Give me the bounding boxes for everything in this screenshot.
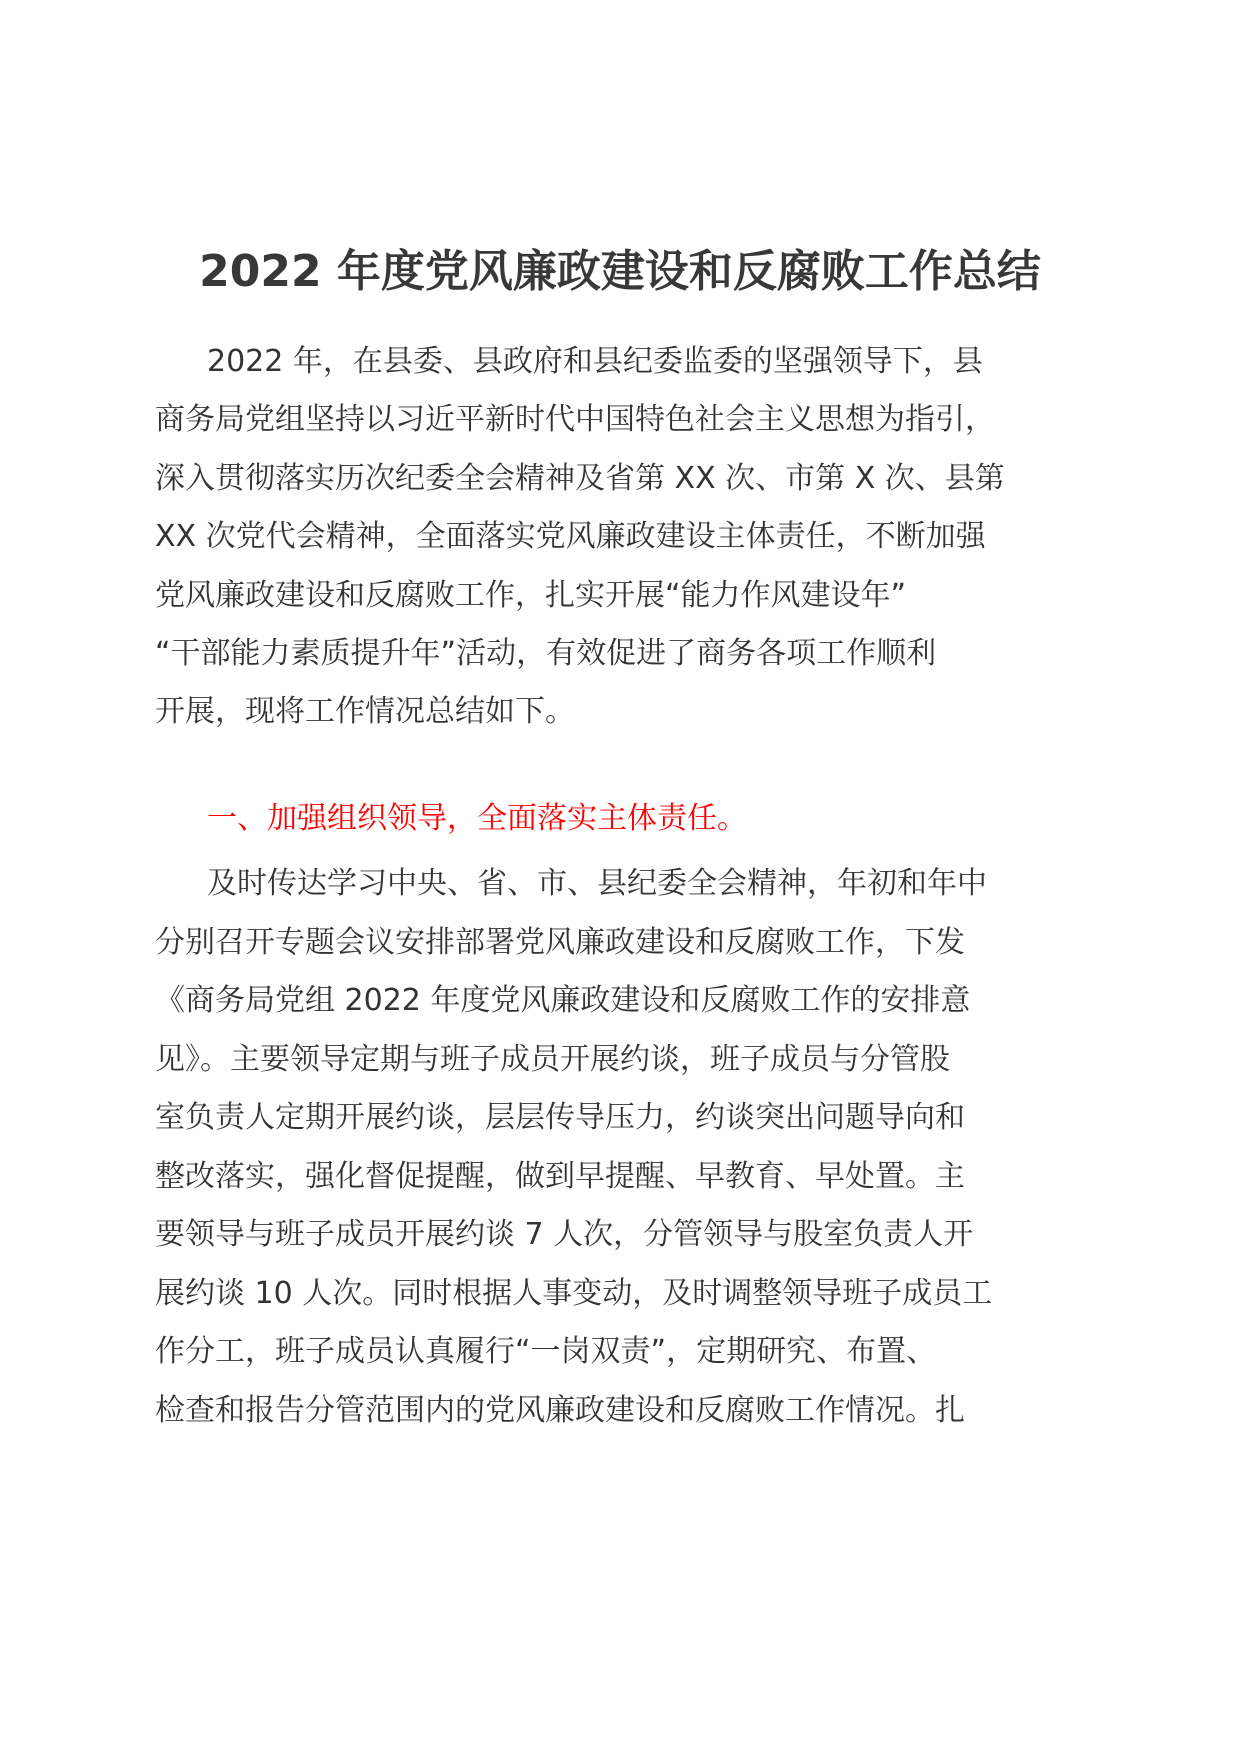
paragraph-line: XX 次党代会精神，全面落实党风廉政建设主体责任，不断加强 (155, 519, 986, 554)
paragraph-line: 要领导与班子成员开展约谈 7 人次，分管领导与股室负责人开 (155, 1217, 974, 1252)
paragraph-line: 作分工，班子成员认真履行“一岗双责”，定期研究、布置、 (155, 1334, 937, 1369)
section-heading: 一、加强组织领导，全面落实主体责任。 (207, 801, 747, 836)
paragraph-line: “干部能力素质提升年”活动，有效促进了商务各项工作顺利 (155, 636, 937, 671)
paragraph-line: 深入贯彻落实历次纪委全会精神及省第 XX 次、市第 X 次、县第 (155, 461, 1005, 496)
paragraph-line: 整改落实，强化督促提醒，做到早提醒、早教育、早处置。主 (155, 1159, 965, 1194)
paragraph-line: 检查和报告分管范围内的党风廉政建设和反腐败工作情况。扎 (155, 1393, 965, 1428)
paragraph-line: 分别召开专题会议安排部署党风廉政建设和反腐败工作，下发 (155, 925, 965, 960)
paragraph-line: 2022 年，在县委、县政府和县纪委监委的坚强领导下，县 (207, 344, 983, 379)
paragraph-line: 党风廉政建设和反腐败工作，扎实开展“能力作风建设年” (155, 578, 907, 613)
paragraph-line: 见》。主要领导定期与班子成员开展约谈，班子成员与分管股 (155, 1042, 950, 1077)
paragraph-line: 《商务局党组 2022 年度党风廉政建设和反腐败工作的安排意 (155, 983, 971, 1018)
paragraph-line: 展约谈 10 人次。同时根据人事变动，及时调整领导班子成员工 (155, 1276, 993, 1311)
paragraph-line: 室负责人定期开展约谈，层层传导压力，约谈突出问题导向和 (155, 1100, 965, 1135)
document-title: 2022 年度党风廉政建设和反腐败工作总结 (199, 246, 1041, 297)
paragraph-line: 开展，现将工作情况总结如下。 (155, 694, 575, 729)
paragraph-line: 商务局党组坚持以习近平新时代中国特色社会主义思想为指引， (155, 402, 995, 437)
paragraph-line: 及时传达学习中央、省、市、县纪委全会精神，年初和年中 (207, 866, 987, 901)
